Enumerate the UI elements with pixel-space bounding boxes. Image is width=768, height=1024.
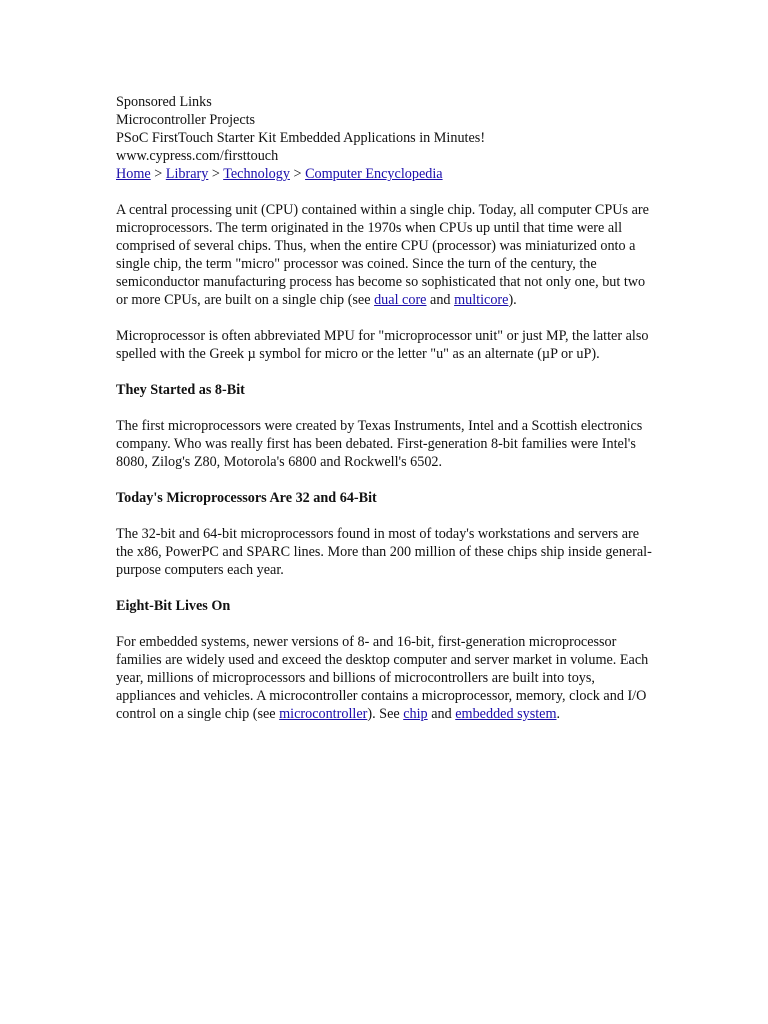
paragraph-text: A central processing unit (CPU) contained within a single chip. Today, all computer CPUs are microprocessors. The term originated in the 1970s when CPUs up until that time were all comprised of several chips. Thus, when the entire CPU (processor) was miniaturized onto a single chip, the term "micro" processor was coined. Since the turn of the century, the semiconductor manufacturing process has become so sophisticated that not only one, but two or more CPUs, are built on a single chip (see xyxy=(116,202,649,308)
chip-link[interactable]: chip xyxy=(403,706,428,722)
breadcrumb-library-link[interactable]: Library xyxy=(165,166,209,182)
embedded-system-link[interactable]: embedded system xyxy=(455,706,557,722)
section-heading-eight-bit-lives-on: Eight-Bit Lives On xyxy=(116,598,231,614)
section-heading-8-bit: They Started as 8-Bit xyxy=(116,382,245,398)
sponsored-description: PSoC FirstTouch Starter Kit Embedded Applications in Minutes! xyxy=(116,130,486,146)
breadcrumb-encyclopedia-link[interactable]: Computer Encyclopedia xyxy=(305,166,443,182)
article-paragraph-intro xyxy=(116,201,656,309)
article-paragraph-modern: The 32-bit and 64-bit microprocessors found in most of today's workstations and servers are the x86, PowerPC and SPARC lines. More than 200 million of these chips ship inside general-purpose computers each year. xyxy=(116,526,652,578)
article-paragraph-embedded xyxy=(116,633,656,723)
microcontroller-link[interactable]: microcontroller xyxy=(279,706,368,722)
paragraph-text: and xyxy=(427,706,456,722)
breadcrumb-separator: > xyxy=(289,166,306,182)
paragraph-text: ). See xyxy=(367,706,404,722)
multicore-link[interactable]: multicore xyxy=(454,292,509,308)
paragraph-text: For embedded systems, newer versions of 8- and 16-bit, first-generation microprocessor families are widely used and exceed the desktop computer and server market in volume. Each year, millions of microprocessors and billions of microcontrollers are built into toys, appliances and vehicles. A microcontroller contains a microprocessor, memory, clock and I/O control on a single chip (see xyxy=(116,634,649,722)
paragraph-text: ). xyxy=(508,292,517,308)
breadcrumb-home-link[interactable]: Home xyxy=(116,166,151,182)
breadcrumb-separator: > xyxy=(150,166,166,182)
section-heading-32-64-bit: Today's Microprocessors Are 32 and 64-Bit xyxy=(116,490,377,506)
paragraph-text: . xyxy=(556,706,561,722)
sponsored-url: www.cypress.com/firsttouch xyxy=(116,148,279,164)
breadcrumb-separator: > xyxy=(208,166,224,182)
article-paragraph-abbreviation: Microprocessor is often abbreviated MPU for "microprocessor unit" or just MP, the latter also spelled with the Greek µ symbol for micro or the letter "u" as an alternate (µP or uP). xyxy=(116,328,649,362)
breadcrumb-technology-link[interactable]: Technology xyxy=(223,166,290,182)
document-page xyxy=(116,93,656,741)
sponsored-heading: Sponsored Links xyxy=(116,94,212,110)
sponsored-links xyxy=(116,93,656,165)
breadcrumb xyxy=(116,165,656,183)
dual-core-link[interactable]: dual core xyxy=(374,292,427,308)
article-paragraph-history: The first microprocessors were created by Texas Instruments, Intel and a Scottish electronics company. Who was really first has been debated. First-generation 8-bit families were Intel's 8080, Zilog's Z80, Motorola's 6800 and Rockwell's 6502. xyxy=(116,418,643,470)
sponsored-title: Microcontroller Projects xyxy=(116,112,256,128)
paragraph-text: and xyxy=(426,292,455,308)
